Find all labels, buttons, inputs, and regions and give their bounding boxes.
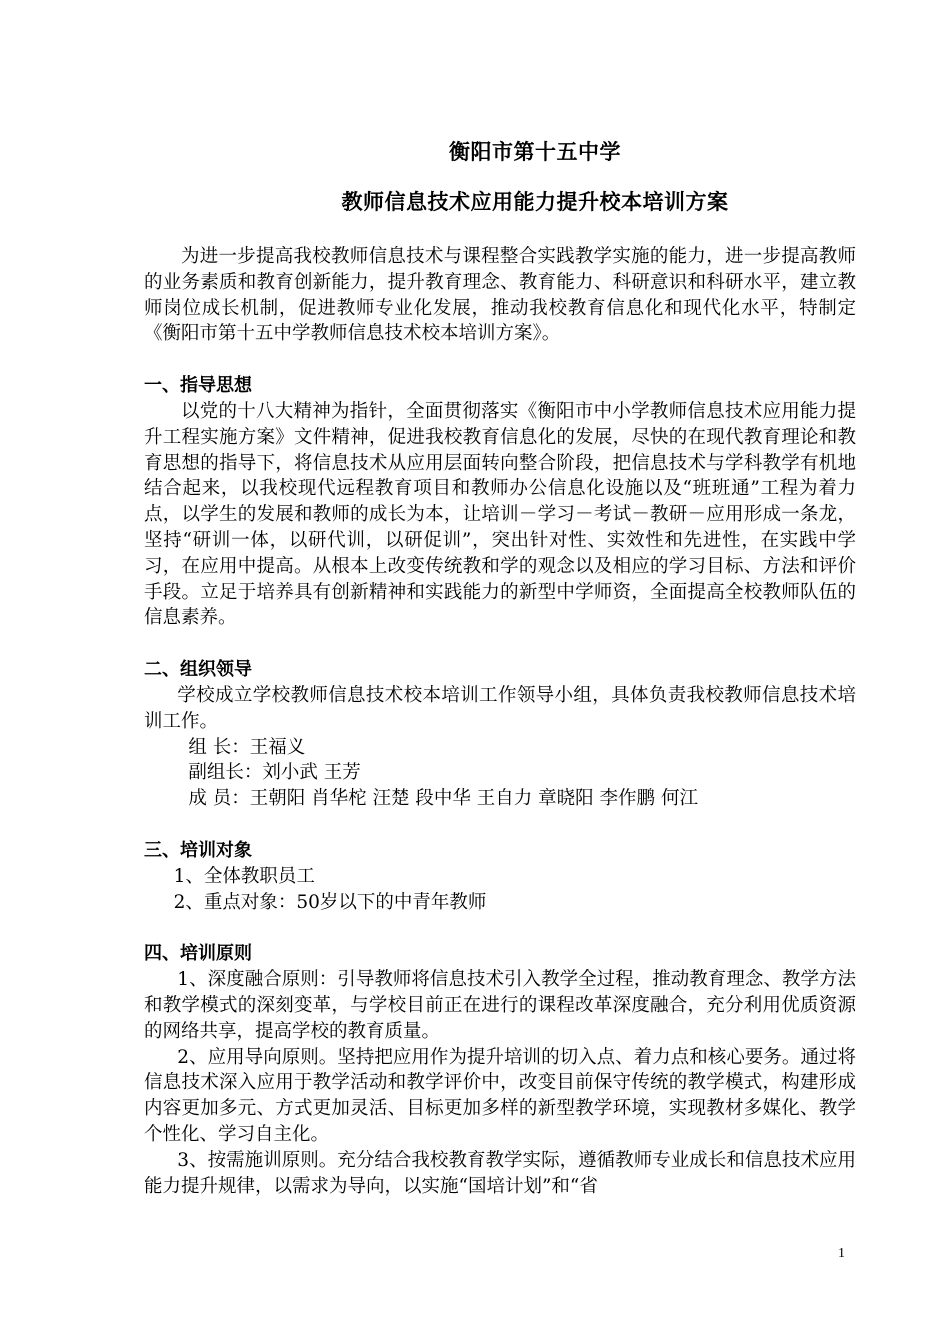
intro-paragraph: 为进一步提高我校教师信息技术与课程整合实践教学实施的能力，进一步提高教师的业务素质和教育创新能力，提升教育理念、教育能力、科研意识和科研水平，建立教师岗位成长机制，促进教师专业化发展，推动我校教育信息化和现代化水平，特制定《衡阳市第十五中学教师信息技术校本培训方案》。: [144, 246, 856, 345]
principle-paragraph: 2、应用导向原则。坚持把应用作为提升培训的切入点、着力点和核心要务。通过将信息技术深入应用于教学活动和教学评价中，改变目前保守传统的教学模式，构建形成内容更加多元、方式更加灵活、目标更加多样的新型教学环境，实现教材多媒化、教学个性化、学习自主化。: [144, 1046, 856, 1145]
section-heading-trainees: 三、培训对象: [144, 839, 252, 861]
document-subtitle: 教师信息技术应用能力提升校本培训方案: [341, 190, 729, 214]
leadership-paragraph: 学校成立学校教师信息技术校本培训工作领导小组，具体负责我校教师信息技术培训工作。: [144, 684, 856, 732]
section-heading-principles: 四、培训原则: [144, 943, 252, 965]
document-title: 衡阳市第十五中学: [449, 140, 621, 164]
leader-line: 组 长：王福义: [188, 736, 306, 758]
document-body: [144, 244, 856, 1199]
members-line: 成 员：王朝阳 肖华柁 汪楚 段中华 王自力 章晓阳 李作鹏 何江: [188, 788, 698, 810]
principle-paragraph: 1、深度融合原则：引导教师将信息技术引入教学全过程，推动教育理念、教学方法和教学模式的深刻变革，与学校目前正在进行的课程改革深度融合，充分利用优质资源的网络共享，提高学校的教育质量。: [144, 969, 856, 1042]
guiding-ideology-paragraph: 以党的十八大精神为指针，全面贯彻落实《衡阳市中小学教师信息技术应用能力提升工程实施方案》文件精神，促进我校教育信息化的发展，尽快的在现代教育理论和教育思想的指导下，将信息技术从应用层面转向整合阶段，把信息技术与学科教学有机地结合起来，以我校现代远程教育项目和教师办公信息化设施以及“班班通”工程为着力点，以学生的发展和教师的成长为本，让培训－学习－考试－教研－应用形成一条龙，坚持“研训一体，以研代训，以研促训”，突出针对性、实效性和先进性，在实践中学习，在应用中提高。从根本上改变传统教和学的观念以及相应的学习目标、方法和评价手段。立足于培养具有创新精神和实践能力的新型中学师资，全面提高全校教师队伍的信息素养。: [144, 400, 856, 629]
section-heading-guiding-ideology: 一、指导思想: [144, 375, 252, 397]
section-heading-leadership: 二、组织领导: [144, 659, 252, 681]
page-number: 1: [838, 1246, 845, 1261]
list-item: 1、全体教职员工: [173, 865, 315, 887]
list-item: 2、重点对象：50岁以下的中青年教师: [173, 891, 487, 913]
vice-leader-line: 副组长：刘小武 王芳: [188, 762, 361, 784]
principle-paragraph: 3、按需施训原则。充分结合我校教育教学实际，遵循教师专业成长和信息技术应用能力提升规律，以需求为导向，以实施“国培计划”和“省: [144, 1149, 856, 1197]
